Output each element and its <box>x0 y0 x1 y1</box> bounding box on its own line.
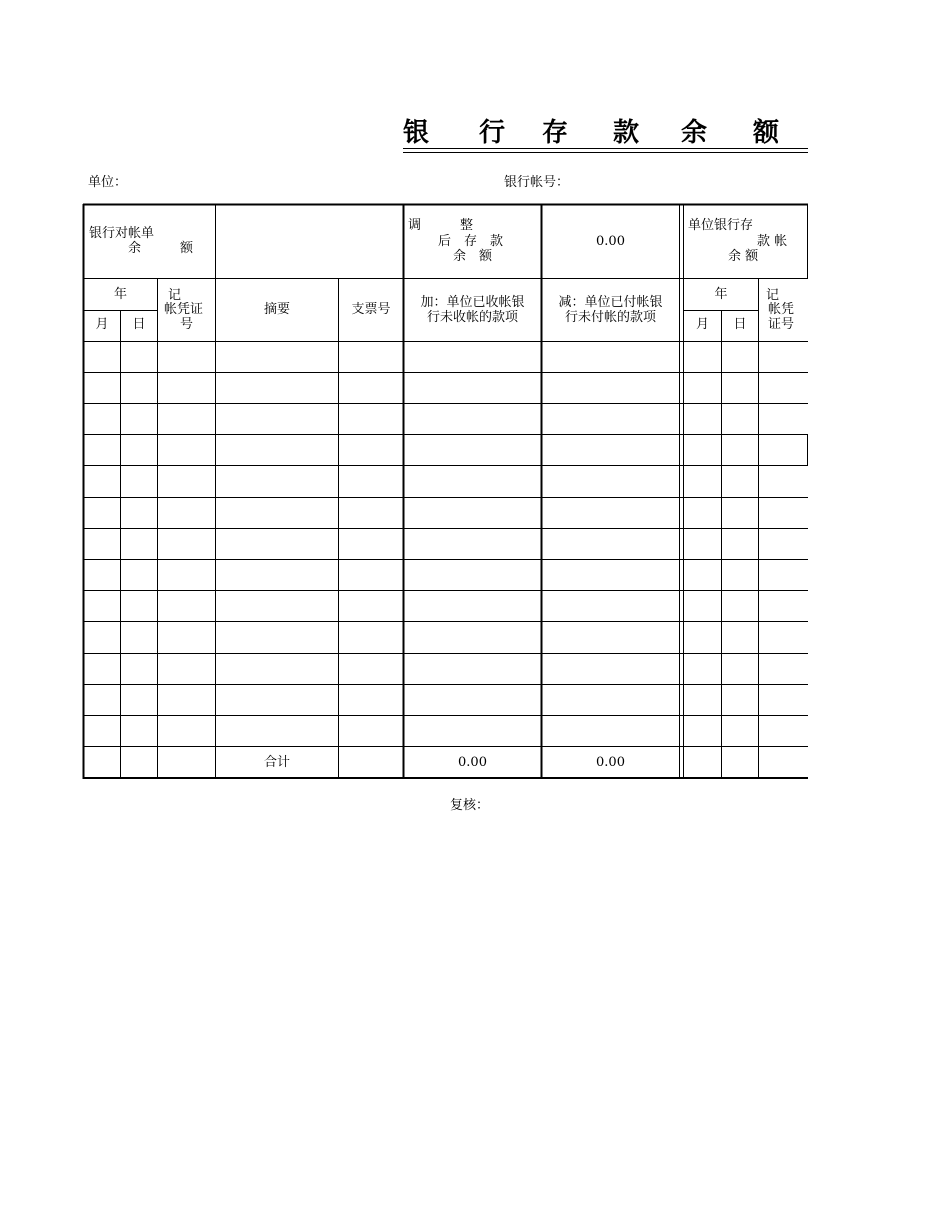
adjusted-balance-label-1: 调 整 <box>408 218 474 233</box>
adjusted-balance-label-2: 后 存 款 <box>438 234 504 249</box>
add-column-header-1: 加：单位已收帐银 <box>420 295 525 310</box>
add-column-header-2: 行未收帐的款项 <box>426 310 518 325</box>
right-voucher-header-1: 记 <box>766 288 780 303</box>
right-voucher-header-2: 帐凭 <box>768 302 795 317</box>
title-char: 行 <box>479 118 506 148</box>
unit-bank-balance-label-3: 余 额 <box>728 249 759 264</box>
title-char: 银 <box>403 118 430 148</box>
adjusted-balance-label-3: 余 额 <box>452 249 492 264</box>
bank-account-label: 银行帐号： <box>504 175 570 190</box>
year-header: 年 <box>113 287 127 302</box>
title-char: 存 <box>542 118 569 148</box>
voucher-header-1: 记 <box>168 288 182 303</box>
cheque-no-header: 支票号 <box>351 302 391 317</box>
voucher-header-3: 号 <box>179 317 193 332</box>
bank-statement-balance-label-2: 余 额 <box>128 241 194 256</box>
right-day-header: 日 <box>733 317 747 332</box>
unit-bank-balance-label-1: 单位银行存 <box>688 218 754 233</box>
unit-bank-balance-label-2: 款 帐 <box>757 234 788 249</box>
right-month-header: 月 <box>695 317 709 332</box>
voucher-header-2: 帐凭证 <box>164 302 204 317</box>
bank-statement-balance-label: 银行对帐单 <box>89 226 155 241</box>
day-header: 日 <box>132 317 146 332</box>
title-char: 余 <box>681 118 708 148</box>
title-char: 款 <box>613 118 640 148</box>
subtract-column-header-2: 行未付帐的款项 <box>564 310 656 325</box>
right-year-header: 年 <box>714 287 728 302</box>
month-header: 月 <box>95 317 109 332</box>
unit-label: 单位： <box>88 175 128 190</box>
total-label: 合计 <box>263 755 290 770</box>
summary-header: 摘要 <box>263 302 290 317</box>
title-char: 额 <box>753 118 780 148</box>
subtract-column-header-1: 减：单位已付帐银 <box>558 295 663 310</box>
review-label: 复核： <box>450 798 490 813</box>
subtract-total-value: 0.00 <box>596 755 625 770</box>
adjusted-balance-value: 0.00 <box>596 234 625 249</box>
add-total-value: 0.00 <box>458 755 487 770</box>
right-voucher-header-3: 证号 <box>768 317 795 332</box>
